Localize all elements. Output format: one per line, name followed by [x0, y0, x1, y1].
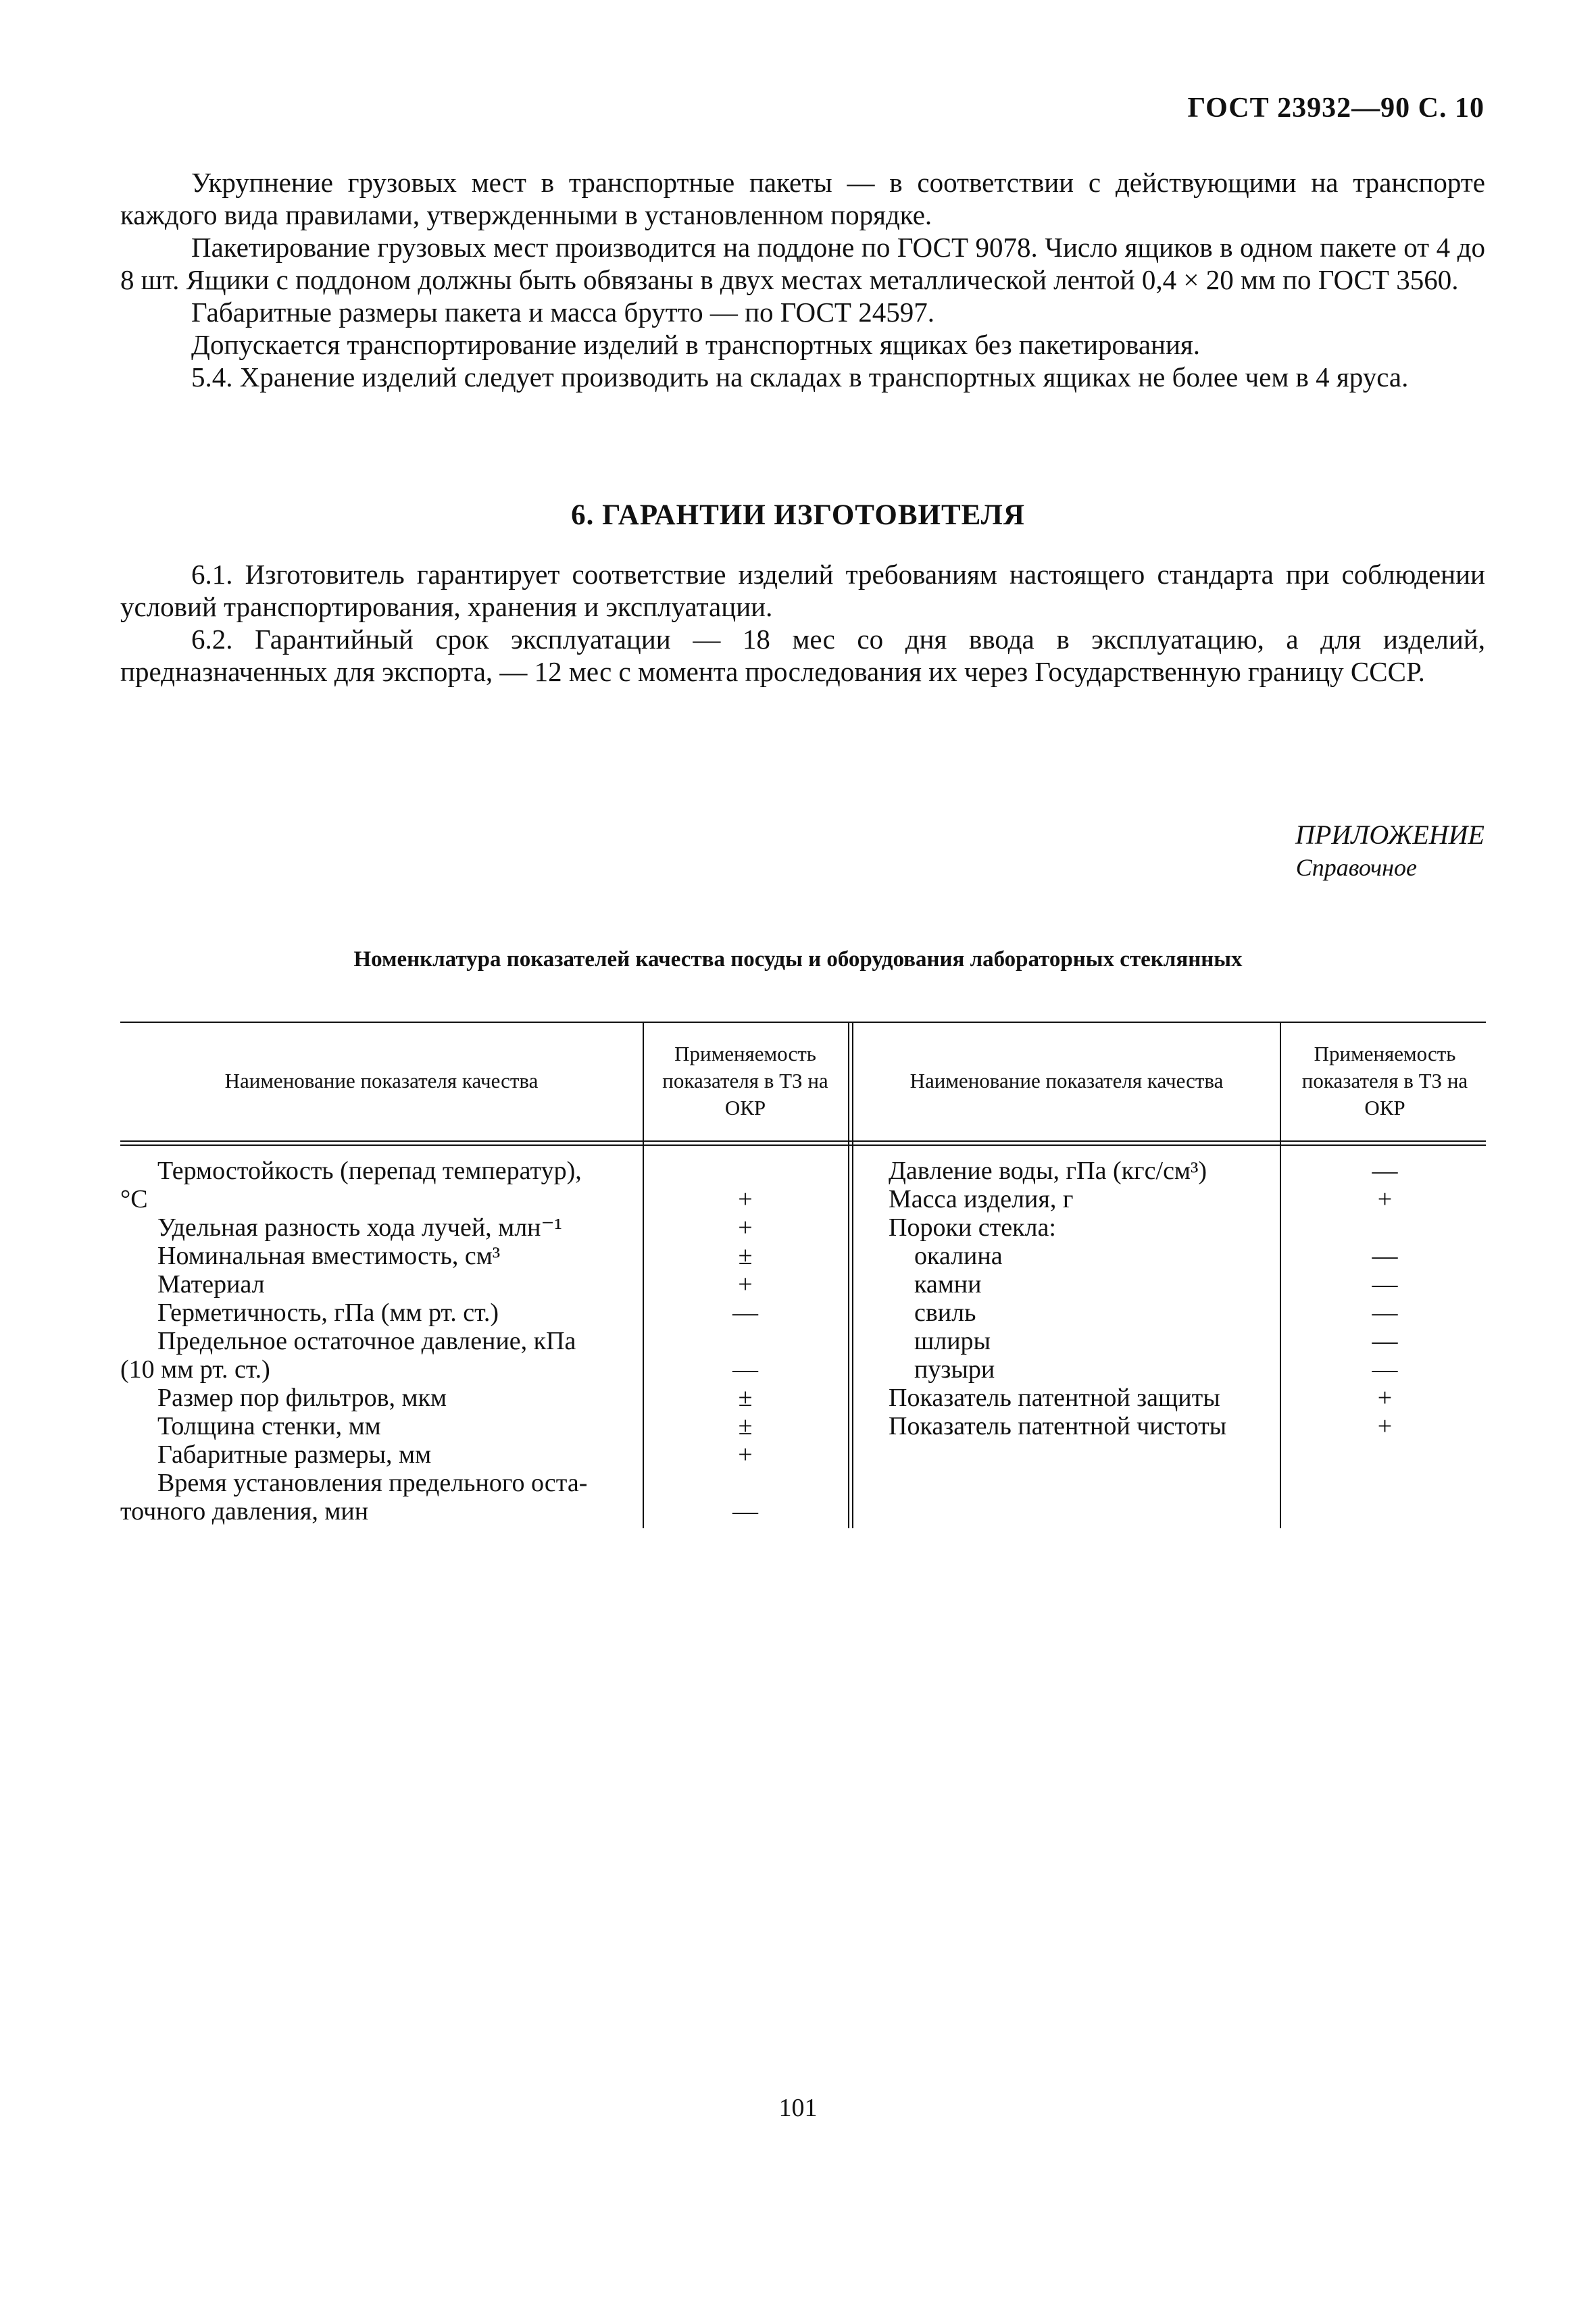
table-cell: ± [738, 1384, 753, 1412]
table-cell: °С [120, 1185, 148, 1213]
table-cell: Размер пор фильтров, мкм [157, 1384, 447, 1412]
column-divider [848, 1022, 849, 1528]
table-cell: свиль [914, 1299, 976, 1327]
table-cell [647, 1327, 843, 1355]
appendix-title: ПРИЛОЖЕНИЕ [1295, 820, 1485, 850]
table-cell [647, 1469, 843, 1497]
table-cell: Материал [157, 1270, 265, 1299]
table-cell: Габаритные размеры, мм [157, 1440, 432, 1469]
table-cell: Время установления предельного оста- [157, 1469, 588, 1497]
table-title: Номенклатура показателей качества посуды и оборудования лабораторных стеклянных [353, 947, 1243, 972]
table-cell: — [1372, 1242, 1398, 1270]
table-cell: Показатель патентной защиты [889, 1384, 1220, 1412]
table-cell: (10 мм рт. ст.) [120, 1355, 270, 1384]
section5-text [120, 166, 1485, 393]
table-cell: — [1372, 1355, 1398, 1384]
left-marks-column [647, 1157, 843, 1526]
table-cell: + [738, 1213, 753, 1242]
table-cell: Толщина стенки, мм [157, 1412, 381, 1440]
table-cell: + [738, 1270, 753, 1299]
table-cell [647, 1157, 843, 1185]
header-name-left: Наименование показателя качества [224, 1069, 539, 1092]
column-divider [643, 1022, 644, 1528]
paragraph: 6.2. Гарантийный срок эксплуатации — 18 мес со дня ввода в эксплуатацию, а для изделий, предназначенных для экспорта, — 12 мес с момента проследования их через Государственную границу СССР. [120, 624, 1485, 687]
table-cell: + [738, 1440, 753, 1469]
table-cell: + [1377, 1185, 1393, 1213]
table-cell: Термостойкость (перепад температур), [157, 1157, 582, 1185]
header-name-right: Наименование показателя качества [909, 1069, 1224, 1092]
header-applicability-right: Применяемость показателя в ТЗ на ОКР [1301, 1042, 1468, 1120]
table-cell: — [732, 1355, 758, 1384]
table-cell: Давление воды, гПа (кгс/см³) [889, 1157, 1207, 1185]
table-cell: — [732, 1299, 758, 1327]
page-number: 101 [778, 2094, 818, 2122]
table-cell: — [1372, 1299, 1398, 1327]
table-cell: пузыри [914, 1355, 995, 1384]
table-cell: + [1377, 1384, 1393, 1412]
table-cell: Масса изделия, г [889, 1185, 1074, 1213]
section6-text [120, 558, 1485, 688]
paragraph: 6.1. Изготовитель гарантирует соответствие изделий требованиям настоящего стандарта при соблюдении условий транспортирования, хранения и эксплуатации. [120, 559, 1485, 622]
paragraph: 5.4. Хранение изделий следует производить на складах в транспортных ящиках не более чем в 4 яруса. [191, 361, 1409, 393]
table-cell: — [1372, 1157, 1398, 1185]
table-cell: ± [738, 1242, 753, 1270]
section-title: 6. ГАРАНТИИ ИЗГОТОВИТЕЛЯ [571, 499, 1025, 531]
left-names-column [120, 1157, 641, 1526]
appendix-label [1295, 819, 1485, 884]
paragraph: Габаритные размеры пакета и масса брутто — по ГОСТ 24597. [191, 297, 934, 328]
right-marks-column [1284, 1157, 1486, 1440]
right-names-column [853, 1157, 1280, 1440]
table-cell: Номинальная вместимость, см³ [157, 1242, 501, 1270]
table-cell: + [738, 1185, 753, 1213]
appendix-subtitle: Справочное [1295, 854, 1417, 881]
table-cell: — [732, 1497, 758, 1526]
paragraph: Пакетирование грузовых мест производится на поддоне по ГОСТ 9078. Число ящиков в одном пакете от 4 до 8 шт. Ящики с поддоном должны быть обвязаны в двух местах металлической лентой 0,4 × 20 мм по ГОСТ 3560. [120, 232, 1485, 295]
table-cell: шлиры [914, 1327, 991, 1355]
quality-table [120, 1022, 1486, 1528]
table-cell: — [1372, 1327, 1398, 1355]
paragraph: Укрупнение грузовых мест в транспортные пакеты — в соответствии с действующими на транспорте каждого вида правилами, утвержденными в установленном порядке. [120, 167, 1485, 230]
table-cell: Показатель патентной чистоты [889, 1412, 1227, 1440]
table-cell: Пороки стекла: [889, 1213, 1056, 1242]
table-cell: — [1372, 1270, 1398, 1299]
table-cell: Удельная разность хода лучей, млн⁻¹ [157, 1213, 562, 1242]
table-cell [1284, 1213, 1486, 1242]
header-applicability-left: Применяемость показателя в ТЗ на ОКР [662, 1042, 828, 1120]
table-cell: окалина [914, 1242, 1003, 1270]
paragraph: Допускается транспортирование изделий в транспортных ящиках без пакетирования. [191, 329, 1201, 360]
column-divider [1280, 1022, 1281, 1528]
table-cell: камни [914, 1270, 982, 1299]
table-cell: Герметичность, гПа (мм рт. ст.) [157, 1299, 499, 1327]
table-cell: точного давления, мин [120, 1497, 369, 1526]
running-head: ГОСТ 23932—90 С. 10 [1187, 93, 1485, 124]
table-cell: ± [738, 1412, 753, 1440]
table-cell: Предельное остаточное давление, кПа [157, 1327, 576, 1355]
table-cell: + [1377, 1412, 1393, 1440]
